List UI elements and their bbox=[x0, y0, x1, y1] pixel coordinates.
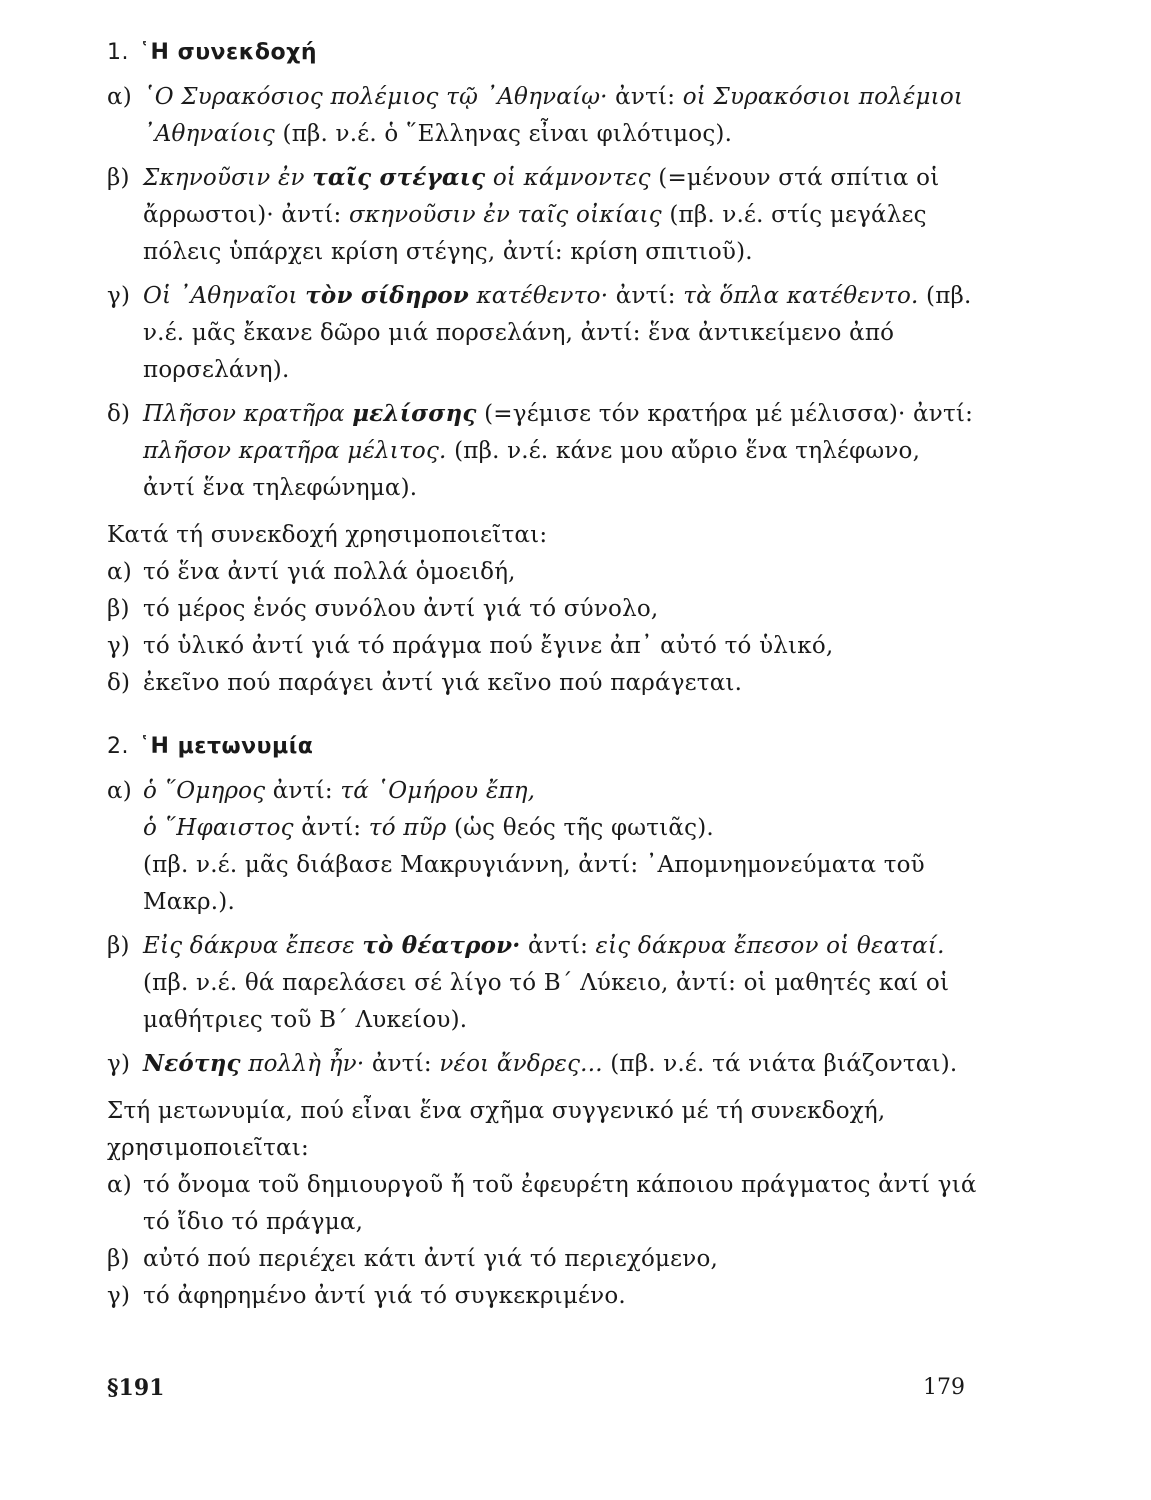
summary-list bbox=[107, 554, 977, 702]
modern-comparison: (πβ. ν.έ. ὁ ῞Ελληνας εἶναι φιλότιμος). bbox=[275, 121, 733, 147]
ancient-alternative: εἰς δάκρυα ἔπεσον οἱ θεαταί. bbox=[595, 933, 945, 959]
section-heading-metonymy bbox=[107, 728, 977, 765]
ancient-example: Πλῆσον κρατῆρα bbox=[143, 401, 353, 427]
ancient-example: Εἰς δάκρυα ἔπεσε bbox=[143, 933, 363, 959]
section-number: 1. bbox=[107, 40, 129, 65]
page-number: 179 bbox=[923, 1375, 965, 1400]
summary-text: τό ὄνομα τοῦ δημιουργοῦ ἤ τοῦ ἐφευρέτη κάποιου πράγματος ἀντί γιά τό ἴδιο τό πράγμα, bbox=[143, 1172, 977, 1235]
section-heading-synecdoche bbox=[107, 34, 977, 71]
summary-text: τό μέρος ἑνός συνόλου ἀντί γιά τό σύνολο, bbox=[143, 596, 659, 622]
anti-label: ἀντί: bbox=[608, 283, 684, 309]
example-item bbox=[107, 79, 977, 153]
section-reference: §191 bbox=[107, 1375, 165, 1401]
item-marker: γ) bbox=[107, 1283, 131, 1309]
page-content bbox=[107, 30, 977, 1315]
ancient-alternative: πλῆσον κρατῆρα μέλιτος. bbox=[143, 438, 447, 464]
anti-label: ἀντί: bbox=[265, 778, 341, 804]
example-item bbox=[107, 159, 977, 271]
item-marker: β) bbox=[107, 933, 130, 959]
section-title: ῾Η συνεκδοχή bbox=[139, 40, 318, 65]
ancient-alternative: τά ῾Ομήρου ἔπη, bbox=[340, 778, 536, 804]
ancient-example-emphasis: Νεότης bbox=[143, 1050, 241, 1077]
summary-intro: Κατά τή συνεκδοχή χρησιμοποιεῖται: bbox=[107, 522, 548, 548]
ancient-example-emphasis: τὸ θέατρον· bbox=[362, 932, 521, 959]
summary-item bbox=[107, 628, 977, 665]
summary-item bbox=[107, 1167, 977, 1241]
ancient-example: Σκηνοῦσιν ἐν bbox=[143, 165, 313, 191]
anti-label: ἀντί: bbox=[293, 815, 369, 841]
ancient-example-emphasis: ταῖς στέγαις bbox=[312, 164, 486, 191]
ancient-example: κατέθεντο· bbox=[468, 283, 609, 309]
item-marker: γ) bbox=[107, 1051, 131, 1077]
item-marker: β) bbox=[107, 165, 130, 191]
ancient-alternative: τό πῦρ bbox=[368, 815, 447, 841]
modern-comparison: (πβ. ν.έ. μᾶς ἔκανε δῶρο μιά πορσελάνη, ἀντί: ἕνα ἀντικείμενο ἀπό πορσελάνη). bbox=[143, 283, 972, 383]
ancient-alternative: οἱ Συρακόσιοι πολέμιοι ᾿Αθηναίοις bbox=[143, 84, 964, 147]
ancient-example: ῾Ο Συρακόσιος πολέμιος τῷ ᾿Αθηναίῳ· bbox=[143, 84, 608, 110]
ancient-example: ὁ ῞Ομηρος bbox=[143, 778, 266, 804]
item-marker: δ) bbox=[107, 670, 131, 696]
modern-comparison: (πβ. ν.έ. στίς μεγάλες πόλεις ὑπάρχει κρίση στέγης, ἀντί: κρίση σπιτιοῦ). bbox=[143, 202, 927, 265]
anti-label: ἀντί: bbox=[607, 84, 683, 110]
summary-text: τό ἀφηρημένο ἀντί γιά τό συγκεκριμένο. bbox=[143, 1283, 626, 1309]
ancient-example-emphasis: τὸν σίδηρον bbox=[305, 282, 469, 309]
example-item bbox=[107, 1045, 977, 1083]
anti-label: ἀντί: bbox=[520, 933, 596, 959]
ancient-alternative: σκηνοῦσιν ἐν ταῖς οἰκίαις bbox=[348, 202, 662, 228]
section-title: ῾Η μετωνυμία bbox=[139, 734, 314, 759]
summary-item bbox=[107, 1241, 977, 1278]
summary-text: τό ὑλικό ἀντί γιά τό πράγμα πού ἔγινε ἀπ᾿ αὐτό τό ὑλικό, bbox=[143, 633, 834, 659]
anti-label: ἀντί: bbox=[273, 202, 349, 228]
modern-comparison: (πβ. ν.έ. κάνε μου αὔριο ἕνα τηλέφωνο, ἀντί ἕνα τηλεφώνημα). bbox=[143, 438, 921, 501]
summary-text: αὐτό πού περιέχει κάτι ἀντί γιά τό περιεχόμενο, bbox=[143, 1246, 719, 1272]
ancient-alternative: νέοι ἄνδρες... bbox=[439, 1051, 603, 1077]
summary-list bbox=[107, 1167, 977, 1315]
summary-text: ἐκεῖνο πού παράγει ἀντί γιά κεῖνο πού παράγεται. bbox=[143, 670, 743, 696]
item-marker: γ) bbox=[107, 283, 131, 309]
example-item bbox=[107, 395, 977, 507]
modern-comparison: (πβ. ν.έ. μᾶς διάβασε Μακρυγιάννη, ἀντί: ᾿Απομνημονεύματα τοῦ Μακρ.). bbox=[143, 852, 925, 915]
example-item bbox=[107, 927, 977, 1039]
summary-item bbox=[107, 554, 977, 591]
example-item bbox=[107, 773, 977, 921]
ancient-example: πολλὴ ἦν· bbox=[240, 1051, 365, 1077]
ancient-example: ὁ ῞Ηφαιστος bbox=[143, 815, 294, 841]
item-marker: β) bbox=[107, 1246, 130, 1272]
section-number: 2. bbox=[107, 734, 129, 759]
anti-label: ἀντί: bbox=[905, 401, 974, 427]
item-marker: α) bbox=[107, 559, 132, 585]
example-item bbox=[107, 277, 977, 389]
item-marker: γ) bbox=[107, 633, 131, 659]
summary-item bbox=[107, 665, 977, 702]
ancient-alternative: τὰ ὅπλα κατέθεντο. bbox=[683, 283, 919, 309]
item-marker: δ) bbox=[107, 401, 131, 427]
summary-item bbox=[107, 591, 977, 628]
item-marker: α) bbox=[107, 778, 132, 804]
ancient-example-emphasis: μελίσσης bbox=[352, 400, 477, 427]
modern-comparison: (πβ. ν.έ. τά νιάτα βιάζονται). bbox=[602, 1051, 958, 1077]
item-marker: α) bbox=[107, 1172, 132, 1198]
ancient-example: οἱ κάμνοντες bbox=[485, 165, 651, 191]
summary-intro: Στή μετωνυμία, πού εἶναι ἕνα σχῆμα συγγενικό μέ τή συνεκδοχή, χρησιμοποιεῖται: bbox=[107, 1098, 886, 1161]
gloss: (=μένουν στά σπίτια οἱ ἄρρωστοι)· bbox=[143, 165, 940, 228]
summary-text: τό ἕνα ἀντί γιά πολλά ὁμοειδή, bbox=[143, 559, 516, 585]
ancient-example: Οἱ ᾿Αθηναῖοι bbox=[143, 283, 306, 309]
gloss: (ὡς θεός τῆς φωτιᾶς). bbox=[446, 815, 714, 841]
gloss: (=γέμισε τόν κρατήρα μέ μέλισσα)· bbox=[476, 401, 906, 427]
anti-label: ἀντί: bbox=[364, 1051, 440, 1077]
modern-comparison: (πβ. ν.έ. θά παρελάσει σέ λίγο τό Β΄ Λύκειο, ἀντί: οἱ μαθητές καί οἱ μαθήτριες τοῦ Β΄ Λυκείου). bbox=[143, 970, 950, 1033]
item-marker: α) bbox=[107, 84, 132, 110]
item-marker: β) bbox=[107, 596, 130, 622]
summary-item bbox=[107, 1278, 977, 1315]
